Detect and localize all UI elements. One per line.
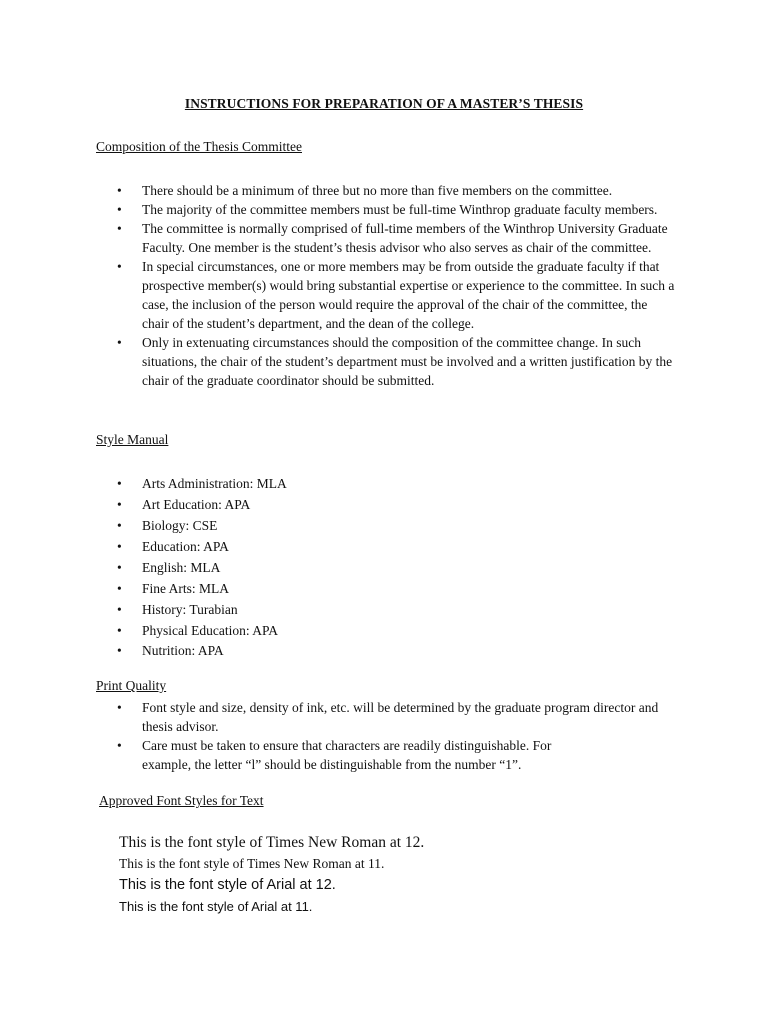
bullet-icon: • xyxy=(117,560,122,575)
committee-heading: Composition of the Thesis Committee xyxy=(96,139,302,154)
bullet-icon: • xyxy=(117,539,122,554)
font-sample-tnr-11: This is the font style of Times New Roman at 11. xyxy=(119,856,385,871)
bullet-icon: • xyxy=(117,700,122,715)
print-quality-heading: Print Quality xyxy=(96,678,167,693)
print-quality-list xyxy=(96,698,676,774)
list-item: • Fine Arts: MLA xyxy=(96,578,676,599)
bullet-icon: • xyxy=(117,602,122,617)
bullet-icon: • xyxy=(117,335,122,350)
list-item: • Font style and size, density of ink, etc. will be determined by the graduate program director and thesis advisor. xyxy=(117,700,659,734)
list-item: • There should be a minimum of three but no more than five members on the committee. xyxy=(117,183,613,198)
list-item: • In special circumstances, one or more members may be from outside the graduate faculty if that prospective member(s) would bring substantial expertise or experience to the committee. In such a case, the inclusion of the person would require the approval of the chair of the committee, the chair of the student’s department, and the dean of the college. xyxy=(117,259,675,331)
bullet-icon: • xyxy=(117,183,122,198)
document-title: INSTRUCTIONS FOR PREPARATION OF A MASTER’S THESIS xyxy=(184,96,584,111)
bullet-icon: • xyxy=(117,623,122,638)
list-item: • Nutrition: APA xyxy=(117,643,224,658)
font-styles-heading: Approved Font Styles for Text xyxy=(99,793,264,808)
list-item: • Arts Administration: MLA xyxy=(96,473,676,494)
list-item: • Art Education: APA xyxy=(96,494,676,515)
committee-list xyxy=(96,181,676,390)
bullet-icon: • xyxy=(117,643,122,658)
bullet-icon: • xyxy=(117,497,122,512)
list-item: • History: Turabian xyxy=(96,599,676,620)
list-item: • Education: APA xyxy=(96,536,676,557)
list-item: • Physical Education: APA xyxy=(96,620,676,641)
font-sample-arial-12: This is the font style of Arial at 12. xyxy=(119,877,336,893)
bullet-icon: • xyxy=(117,581,122,596)
bullet-icon: • xyxy=(117,518,122,533)
list-item: • Only in extenuating circumstances should the composition of the committee change. In such situations, the chair of the student’s department must be involved and a written justification by the chair of the graduate coordinator should be submitted. xyxy=(117,335,673,388)
list-item: • The committee is normally comprised of full-time members of the Winthrop University Graduate Faculty. One member is the student’s thesis advisor who also serves as chair of the committee. xyxy=(117,221,668,255)
font-sample-tnr-12: This is the font style of Times New Roman at 12. xyxy=(119,834,425,851)
bullet-icon: • xyxy=(117,259,122,274)
bullet-icon: • xyxy=(117,476,122,491)
bullet-icon: • xyxy=(117,202,122,217)
bullet-icon: • xyxy=(117,738,122,753)
style-manual-heading: Style Manual xyxy=(96,432,169,447)
list-item: • The majority of the committee members must be full-time Winthrop graduate faculty members. xyxy=(117,202,658,217)
list-item: • English: MLA xyxy=(96,557,676,578)
list-item: • Care must be taken to ensure that characters are readily distinguishable. For example, the letter “l” should be distinguishable from the number “1”. xyxy=(117,738,552,772)
style-manual-list xyxy=(96,473,676,660)
font-sample-arial-11: This is the font style of Arial at 11. xyxy=(119,899,313,914)
list-item: • Biology: CSE xyxy=(96,515,676,536)
bullet-icon: • xyxy=(117,221,122,236)
